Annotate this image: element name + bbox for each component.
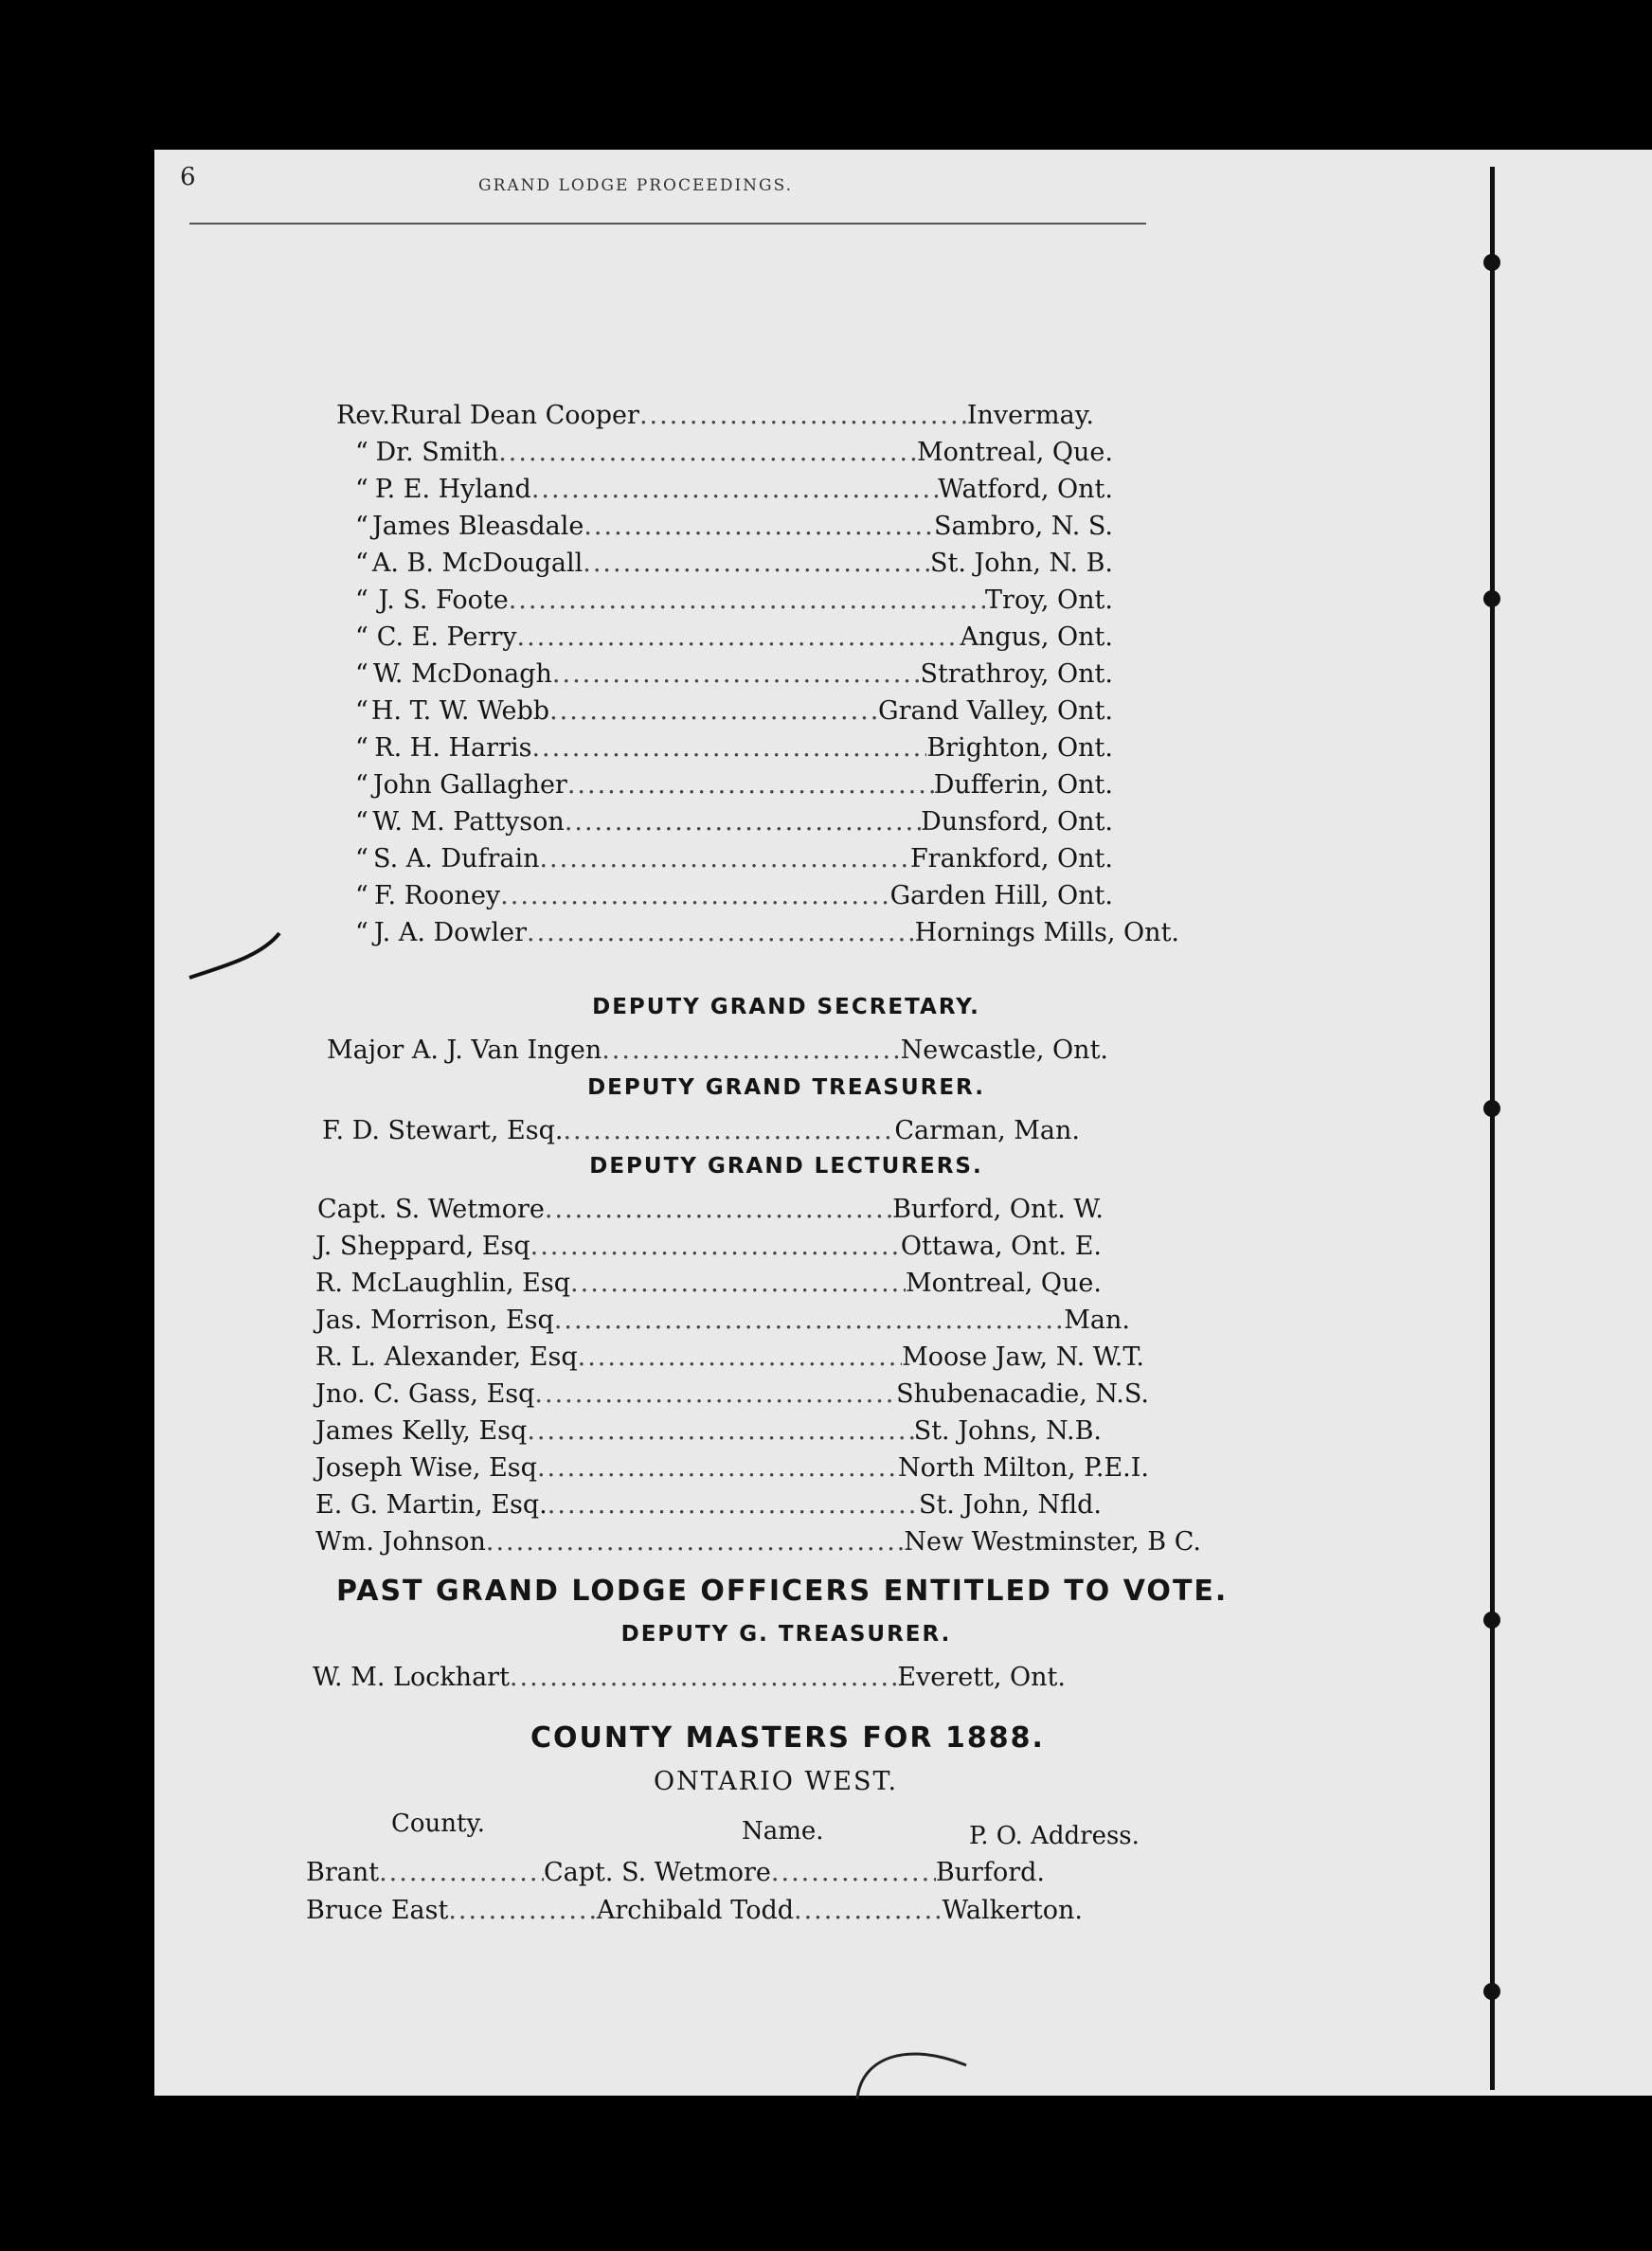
table-row: Bruce East ..... Archibald Todd ..... Walkerton. (306, 1893, 1083, 1929)
binding-mark (1483, 590, 1500, 607)
list-item: “ F. Rooney ..... Garden Hill, Ont. (355, 878, 1113, 914)
section-heading: DEPUTY GRAND SECRETARY. (592, 995, 980, 1019)
binding-mark (1483, 1983, 1500, 2000)
list-item: R. McLaughlin, Esq ..... Montreal, Que. (315, 1266, 1102, 1302)
list-item: “ P. E. Hyland ..... Watford, Ont. (355, 472, 1113, 508)
list-item: “ W. McDonagh ..... Strathroy, Ont. (355, 657, 1113, 693)
table-row: Brant ..... Capt. S. Wetmore ..... Burford. (306, 1855, 1045, 1891)
list-item: Major A. J. Van Ingen ..... Newcastle, Ont. (327, 1033, 1108, 1069)
pen-mark (185, 928, 289, 985)
list-item: W. M. Lockhart ..... Everett, Ont. (313, 1660, 1066, 1696)
list-item: “ H. T. W. Webb ..... Grand Valley, Ont. (355, 693, 1113, 729)
binding-mark (1483, 1612, 1500, 1629)
list-item: Jno. C. Gass, Esq ..... Shubenacadie, N.S. (315, 1377, 1149, 1413)
list-item: J. Sheppard, Esq ..... Ottawa, Ont. E. (315, 1229, 1102, 1265)
section-heading: COUNTY MASTERS FOR 1888. (530, 1721, 1045, 1755)
list-item: Rev. Rural Dean Cooper ..... Invermay. (336, 398, 1094, 434)
column-header-address: P. O. Address. (969, 1822, 1140, 1850)
pen-mark (853, 2037, 985, 2103)
list-item: “ S. A. Dufrain ..... Frankford, Ont. (355, 841, 1113, 877)
list-item: “ C. E. Perry ..... Angus, Ont. (355, 620, 1113, 656)
list-item: R. L. Alexander, Esq ..... Moose Jaw, N. W.T. (315, 1340, 1144, 1376)
list-item: Wm. Johnson ..... New Westminster, B C. (315, 1524, 1201, 1560)
list-item: E. G. Martin, Esq. ..... St. John, Nfld. (315, 1487, 1102, 1523)
list-item: Jas. Morrison, Esq ..... Man. (315, 1303, 1130, 1339)
list-item: “ J. A. Dowler ..... Hornings Mills, Ont. (355, 915, 1179, 951)
binding-line (1490, 167, 1495, 2090)
list-item: “ A. B. McDougall ..... St. John, N. B. (355, 546, 1113, 582)
page-header (180, 163, 1132, 201)
list-item: “ W. M. Pattyson ..... Dunsford, Ont. (355, 804, 1113, 840)
list-item: “ John Gallagher ..... Dufferin, Ont. (355, 767, 1113, 803)
list-item: F. D. Stewart, Esq. ..... Carman, Man. (322, 1113, 1080, 1149)
page-number: 6 (180, 163, 196, 191)
section-heading: DEPUTY GRAND TREASURER. (587, 1075, 985, 1100)
binding-mark (1483, 254, 1500, 271)
list-item: “ James Bleasdale ..... Sambro, N. S. (355, 509, 1113, 545)
list-item: Capt. S. Wetmore ..... Burford, Ont. W. (317, 1192, 1104, 1228)
list-item: “ Dr. Smith ..... Montreal, Que. (355, 435, 1113, 471)
section-heading: PAST GRAND LODGE OFFICERS ENTITLED TO VOTE. (336, 1575, 1229, 1608)
list-item: “ J. S. Foote ..... Troy, Ont. (355, 583, 1113, 619)
column-header-name: Name. (742, 1817, 824, 1846)
list-item: “ R. H. Harris ..... Brighton, Ont. (355, 730, 1113, 766)
section-subheading: DEPUTY G. TREASURER. (620, 1622, 952, 1647)
section-heading: DEPUTY GRAND LECTURERS. (589, 1154, 983, 1179)
list-item: Joseph Wise, Esq ..... North Milton, P.E.I. (315, 1450, 1149, 1486)
region-heading: ONTARIO WEST. (654, 1767, 899, 1796)
binding-mark (1483, 1100, 1500, 1117)
header-rule (189, 223, 1146, 225)
running-title: GRAND LODGE PROCEEDINGS. (478, 176, 794, 195)
list-item: James Kelly, Esq ..... St. Johns, N.B. (315, 1414, 1102, 1450)
column-header-county: County. (391, 1810, 485, 1838)
